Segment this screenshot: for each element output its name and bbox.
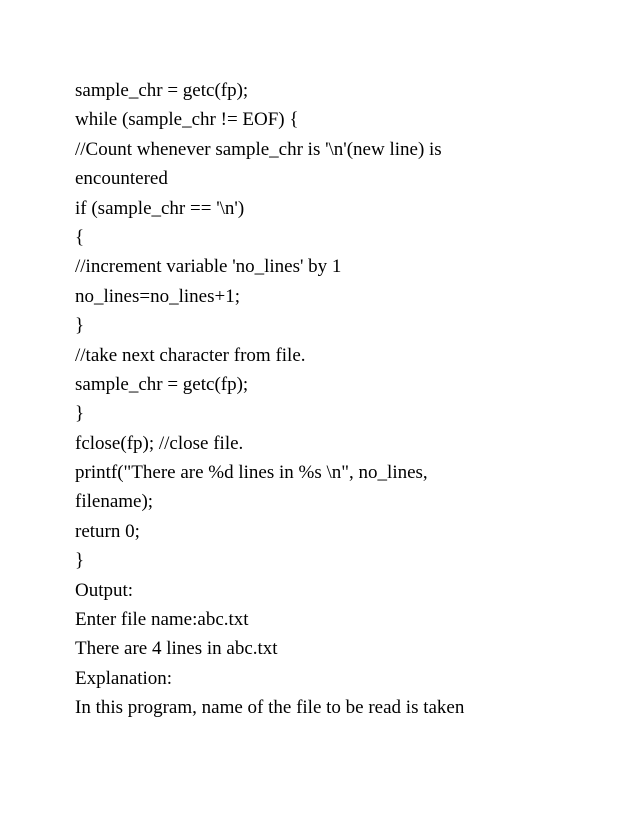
text-line: sample_chr = getc(fp); (75, 80, 249, 101)
text-line: Enter file name:abc.txt (75, 609, 249, 631)
section-heading-explanation: Explanation: (75, 667, 173, 689)
text-line: //take next character from file. (75, 344, 306, 366)
text-line: There are 4 lines in abc.txt (75, 638, 278, 660)
text-line: printf("There are %d lines in %s \n", no_lines, (75, 462, 428, 484)
text-line: { (75, 226, 85, 248)
text-line: In this program, name of the file to be read is taken (75, 697, 465, 719)
text-line: } (75, 403, 85, 425)
section-heading-output: Output: (75, 579, 134, 601)
text-line: sample_chr = getc(fp); (75, 373, 249, 395)
text-line: encountered (75, 168, 168, 190)
text-line: } (75, 315, 85, 337)
text-line: //Count whenever sample_chr is '\n'(new line) is (75, 138, 442, 160)
text-line: no_lines=no_lines+1; (75, 285, 240, 307)
text-line: //increment variable 'no_lines' by 1 (75, 256, 342, 278)
text-line: return 0; (75, 520, 140, 542)
text-line: if (sample_chr == '\n') (75, 197, 245, 219)
text-line: while (sample_chr != EOF) { (75, 109, 299, 131)
text-line: fclose(fp); //close file. (75, 432, 244, 454)
document-text (75, 76, 615, 723)
text-line: } (75, 550, 85, 572)
text-line: filename); (75, 491, 154, 513)
